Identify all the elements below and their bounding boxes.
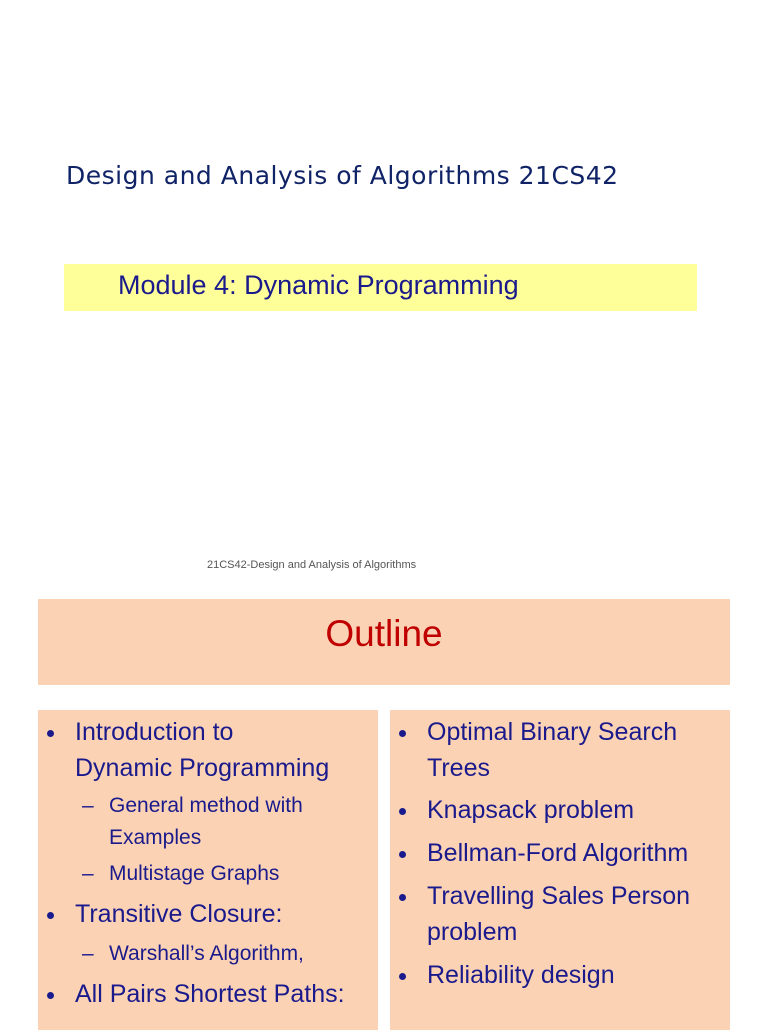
bullet-icon [47,992,54,999]
dash-icon: – [82,794,94,817]
list-item-text: Optimal Binary Search [427,718,678,746]
bullet-icon [399,973,406,980]
course-title: Design and Analysis of Algorithms 21CS42 [66,161,619,190]
bullet-icon [47,730,54,737]
outline-header [38,599,730,685]
list-item-text: Introduction to [75,718,234,746]
list-item-text: Travelling Sales Person [427,882,691,910]
module-banner [64,264,697,311]
list-item-text: All Pairs Shortest Paths: [75,980,345,1008]
list-item-text: Transitive Closure: [75,900,283,928]
outline-right-column [390,710,730,1030]
outline-title: Outline [325,613,443,654]
list-item [38,858,378,890]
list-item [390,878,730,950]
list-item-text: Bellman-Ford Algorithm [427,839,689,867]
list-item [390,792,730,828]
outline-left-column [38,710,378,1030]
list-item [38,938,378,970]
module-title: Module 4: Dynamic Programming [118,270,519,300]
list-item-text: problem [427,918,518,946]
list-item [38,790,378,854]
list-item-text: Warshall’s Algorithm, [109,942,304,965]
list-item-text: Multistage Graphs [109,862,280,885]
bullet-icon [399,808,406,815]
bullet-icon [47,912,54,919]
list-item-text: General method with [109,794,303,817]
list-item-text: Dynamic Programming [75,754,330,782]
bullet-icon [399,851,406,858]
list-item [38,896,378,932]
list-item [390,835,730,871]
slide-footer: 21CS42-Design and Analysis of Algorithms [207,559,417,571]
list-item-text: Trees [427,754,490,782]
dash-icon: – [82,862,94,885]
dash-icon: – [82,942,94,965]
list-item [38,976,378,1012]
list-item [38,714,378,786]
list-item-text: Reliability design [427,961,615,989]
list-item-text: Examples [109,826,202,849]
list-item [390,714,730,786]
list-item [390,957,730,993]
bullet-icon [399,730,406,737]
bullet-icon [399,894,406,901]
list-item-text: Knapsack problem [427,796,635,824]
